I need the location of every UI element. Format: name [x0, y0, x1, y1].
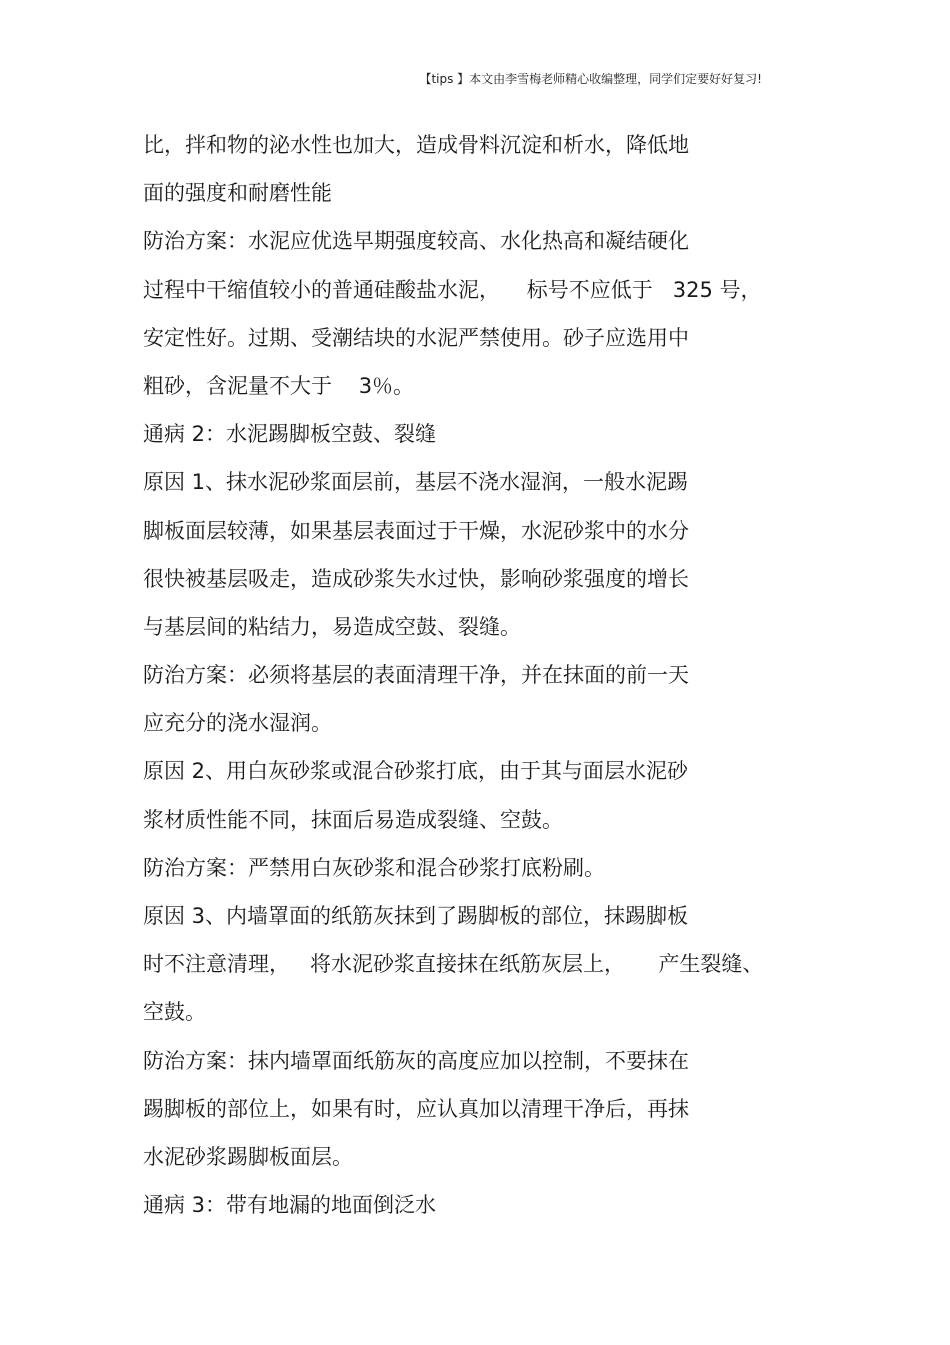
text-line: 时不注意清理， 将水泥砂浆直接抹在纸筋灰层上， 产生裂缝、 [143, 952, 764, 977]
document-body [143, 128, 823, 1236]
text-line: 防治方案：抹内墙罩面纸筋灰的高度应加以控制，不要抹在 [143, 1048, 689, 1073]
section-heading: 通病 3：带有地漏的地面倒泛水 [143, 1193, 437, 1218]
text-line: 很快被基层吸走，造成砂浆失水过快，影响砂浆强度的增长 [143, 566, 689, 591]
text-line: 安定性好。过期、受潮结块的水泥严禁使用。砂子应选用中 [143, 325, 689, 350]
text-line: 脚板面层较薄，如果基层表面过于干燥，水泥砂浆中的水分 [143, 518, 689, 543]
text-line: 原因 1、抹水泥砂浆面层前，基层不浇水湿润，一般水泥踢 [143, 470, 689, 495]
text-line: 水泥砂浆踢脚板面层。 [143, 1144, 353, 1169]
text-line: 与基层间的粘结力，易造成空鼓、裂缝。 [143, 614, 521, 639]
text-line: 面的强度和耐磨性能 [143, 181, 332, 206]
page-header-tips: 【tips 】本文由李雪梅老师精心收编整理，同学们定要好好复习! [419, 72, 762, 86]
text-line: 浆材质性能不同，抹面后易造成裂缝、空鼓。 [143, 807, 563, 832]
text-line: 空鼓。 [143, 1000, 206, 1025]
text-line: 粗砂，含泥量不大于 3％。 [143, 373, 415, 398]
text-line: 防治方案：必须将基层的表面清理干净，并在抹面的前一天 [143, 663, 689, 688]
text-line: 踢脚板的部位上，如果有时，应认真加以清理干净后，再抹 [143, 1096, 689, 1121]
text-line: 防治方案：严禁用白灰砂浆和混合砂浆打底粉刷。 [143, 855, 605, 880]
text-line: 防治方案：水泥应优选早期强度较高、水化热高和凝结硬化 [143, 229, 689, 254]
text-line: 过程中干缩值较小的普通硅酸盐水泥， 标号不应低于 325 号， [143, 277, 762, 302]
section-heading: 通病 2：水泥踢脚板空鼓、裂缝 [143, 422, 437, 447]
text-line: 比，拌和物的泌水性也加大，造成骨料沉淀和析水，降低地 [143, 133, 689, 157]
text-line: 原因 2、用白灰砂浆或混合砂浆打底，由于其与面层水泥砂 [143, 759, 689, 784]
text-line: 原因 3、内墙罩面的纸筋灰抹到了踢脚板的部位，抹踢脚板 [143, 904, 689, 928]
text-line: 应充分的浇水湿润。 [143, 711, 332, 736]
